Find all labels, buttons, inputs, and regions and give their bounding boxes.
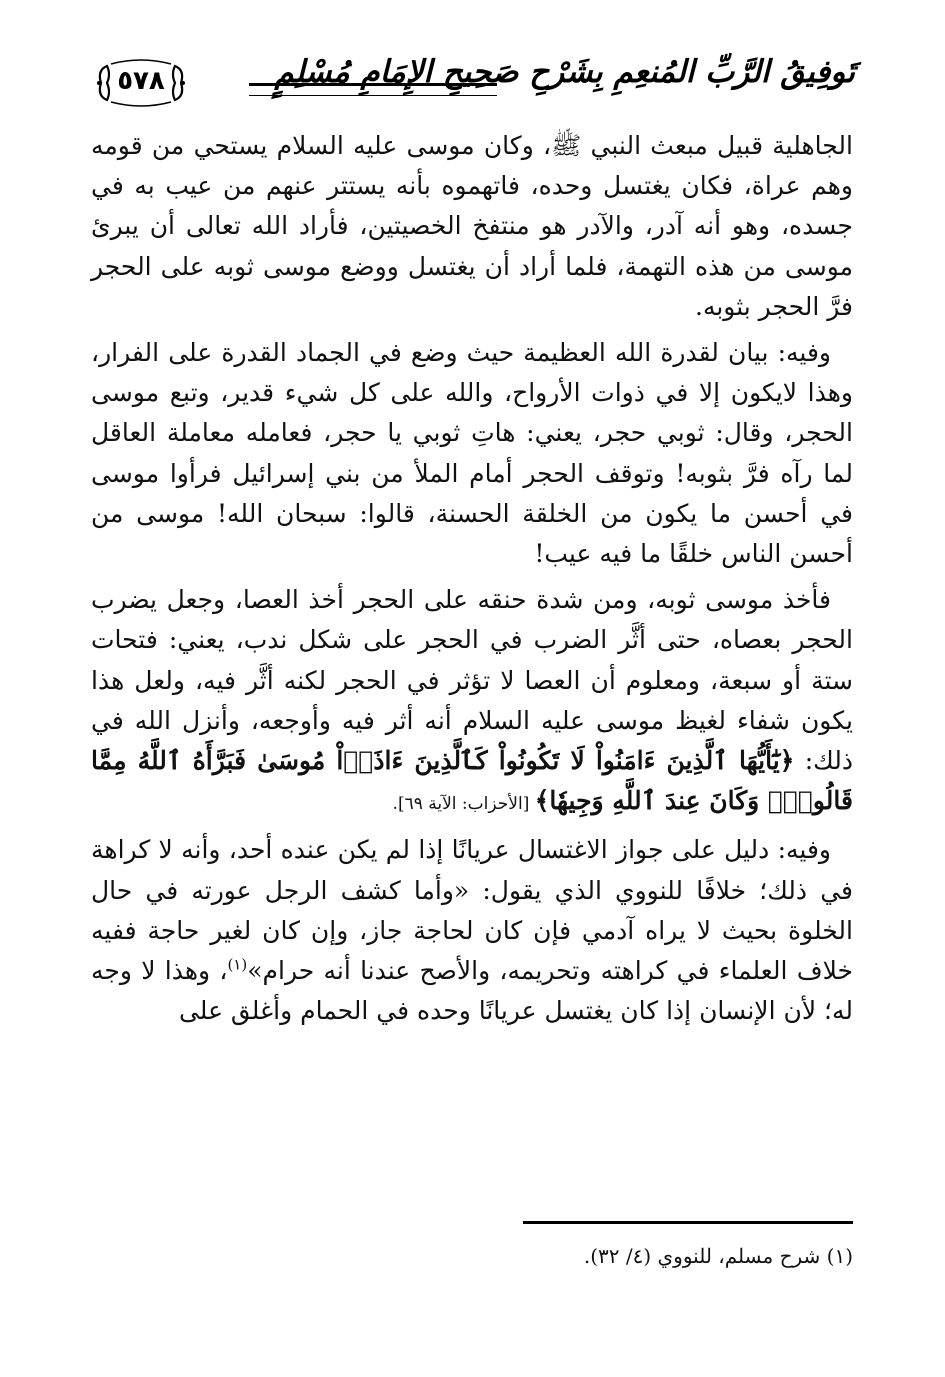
paragraph-3 bbox=[91, 580, 853, 824]
page-header bbox=[95, 48, 855, 110]
paragraph-4 bbox=[91, 830, 853, 1031]
paragraph-1: الجاهلية قبيل مبعث النبي ﷺ، وكان موسى عليه السلام يستحي من قومه وهم عراة، فكان يغتسل وحده، فاتهموه بأنه يستتر عنهم من عيب به في جسده، وهو أنه آدر، والآدر هو منتفخ الخصيتين، فأراد الله تعالى أن يبرئ موسى من هذه التهمة، فلما أراد أن يغتسل ووضع موسى ثوبه على الحجر فرَّ الحجر بثوبه. bbox=[91, 131, 853, 321]
page-number: ٥٧٨ bbox=[117, 66, 165, 96]
header-divider bbox=[249, 83, 497, 96]
footnote-divider bbox=[523, 1221, 853, 1224]
paragraph-4-continuation: ، وهذا لا وجه له؛ لأن الإنسان إذا كان يغتسل عريانًا وحده في الحمام وأغلق على bbox=[91, 956, 853, 1026]
footnote: (١) شرح مسلم، للنووي (٤/ ٣٢). bbox=[583, 1244, 853, 1268]
book-title: تَوفِيقُ الرَّبِّ المُنعِمِ بِشَرْحِ صَحِيحِ الإِمَامِ مُسْلِمٍ bbox=[274, 54, 855, 90]
quran-verse: ﴿يَٰٓأَيُّهَا ٱلَّذِينَ ءَامَنُواْ لَا تَكُونُواْ كَٱلَّذِينَ ءَاذَوۡاْ مُوسَىٰ فَبَرَّأَهُ ٱللَّهُ مِمَّا قَالُواْۚ وَكَانَ عِندَ ٱللَّهِ وَجِيهٗا﴾ bbox=[91, 746, 853, 816]
paragraph-4-text: وفيه: دليل على جواز الاغتسال عريانًا إذا لم يكن عنده أحد، وأنه لا كراهة في ذلك؛ خلافًا للنووي الذي يقول: «وأما كشف الرجل عورته في حال الخلوة بحيث لا يراه آدمي فإن كان لحاجة جاز، وإن كان لغير حاجة ففيه خلاف العلماء في كراهته وتحريمه، والأصح عندنا أنه حرام» bbox=[91, 835, 853, 986]
main-text bbox=[91, 126, 853, 1037]
verse-citation: [الأحزاب: الآية ٦٩]. bbox=[392, 794, 535, 815]
paragraph-2: وفيه: بيان لقدرة الله العظيمة حيث وضع في الجماد القدرة على الفرار، وهذا لايكون إلا في ذوات الأرواح، والله على كل شيء قدير، وتبع موسى الحجر، وقال: ثوبي حجر، يعني: هاتِ ثوبي يا حجر، فعامله معاملة العاقل لما رآه فرَّ بثوبه! وتوقف الحجر أمام الملأ من بني إسرائيل فرأوا موسى في أحسن ما يكون من الخلقة الحسنة، قالوا: سبحان الله! موسى من أحسن الناس خلقًا ما فيه عيب! bbox=[91, 338, 853, 569]
footnote-marker[interactable]: (١) bbox=[227, 955, 248, 974]
paragraph-3-text: فأخذ موسى ثوبه، ومن شدة حنقه على الحجر أخذ العصا، وجعل يضرب الحجر بعصاه، حتى أثَّر الضرب في الحجر على شكل ندب، يعني: فتحات ستة أو سبعة، ومعلوم أن العصا لا تؤثر في الحجر لكنه أثَّر فيه، ولعل هذا يكون شفاء لغيظ موسى عليه السلام أنه أثر فيه وأوجعه، وأنزل الله في ذلك: bbox=[91, 585, 853, 776]
page-number-ornament bbox=[95, 58, 187, 108]
